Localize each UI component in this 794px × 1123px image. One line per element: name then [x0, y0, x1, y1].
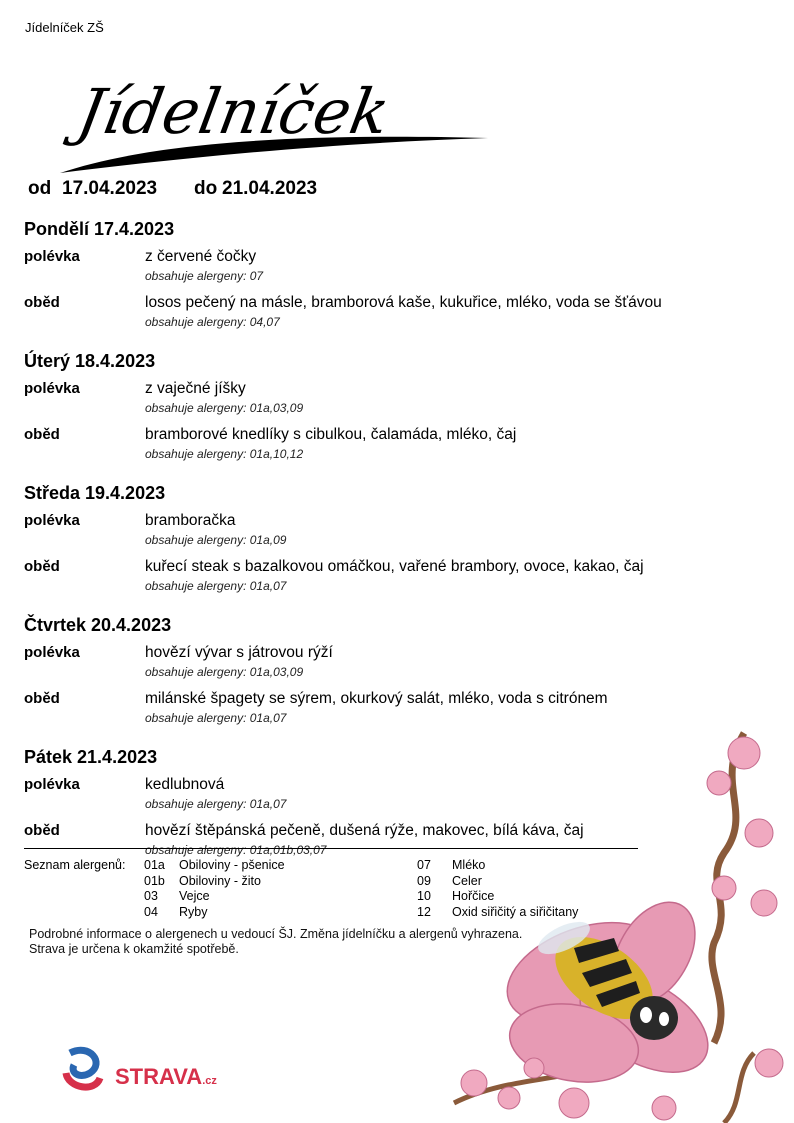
allergen-name: Vejce [179, 889, 210, 903]
meal-type: oběd [24, 690, 60, 707]
meal-row [24, 380, 724, 420]
allergen-name: Oxid siřičitý a siřičitany [452, 904, 579, 919]
footer-line: Strava je určena k okamžité spotřebě. [29, 942, 239, 956]
strava-logo-text [115, 1064, 217, 1090]
day-title: Čtvrtek 20.4.2023 [24, 615, 172, 635]
svg-text:Jídelníček: Jídelníček [72, 75, 395, 148]
day-section [24, 350, 724, 466]
allergen-row [144, 858, 285, 874]
meal-type: oběd [24, 426, 60, 443]
date-range [28, 178, 317, 200]
meal-allergens: obsahuje alergeny: 01a,09 [145, 533, 287, 547]
meal-allergens: obsahuje alergeny: 01a,03,09 [145, 401, 304, 415]
to-label: do [194, 178, 218, 199]
allergen-name: Mléko [452, 858, 486, 872]
meal-allergens: obsahuje alergeny: 01a,07 [145, 711, 287, 725]
allergen-list-title: Seznam alergenů: [24, 858, 126, 872]
meal-allergens: obsahuje alergeny: 01a,03,09 [145, 665, 304, 679]
meal-name: milánské špagety se sýrem, okurkový salát, mléko, voda s citrónem [145, 690, 608, 707]
meal-allergens: obsahuje alergeny: 01a,10,12 [145, 447, 304, 461]
meal-type: oběd [24, 822, 60, 839]
meal-allergens: obsahuje alergeny: 07 [145, 269, 264, 283]
allergen-code: 12 [417, 904, 431, 919]
allergen-code: 10 [417, 889, 431, 903]
meal-row [24, 426, 724, 466]
meal-name: bramboračka [145, 512, 236, 529]
allergen-name: Ryby [179, 904, 208, 919]
meal-name: losos pečený na másle, bramborová kaše, kukuřice, mléko, voda se šťávou [145, 294, 662, 311]
day-title: Úterý 18.4.2023 [24, 351, 156, 371]
meal-row [24, 248, 724, 288]
day-section [24, 482, 724, 598]
meal-name: kuřecí steak s bazalkovou omáčkou, vařené brambory, ovoce, kakao, čaj [145, 558, 644, 575]
allergen-code: 01b [144, 873, 165, 888]
day-title: Středa 19.4.2023 [24, 483, 166, 503]
meal-allergens: obsahuje alergeny: 01a,01b,03,07 [145, 843, 327, 857]
allergen-code: 03 [144, 889, 158, 903]
meal-row [24, 512, 724, 552]
allergen-column-1 [144, 858, 285, 920]
day-section [24, 614, 724, 730]
meal-allergens: obsahuje alergeny: 01a,07 [145, 797, 287, 811]
footer-line: Podrobné informace o alergenech u vedoucí ŠJ. Změna jídelníčku a alergenů vyhrazena. [29, 927, 523, 941]
day-title: Pátek 21.4.2023 [24, 747, 158, 767]
to-date: 21.04.2023 [222, 178, 318, 199]
allergen-code: 07 [417, 858, 431, 872]
allergen-code: 09 [417, 873, 431, 888]
meal-type: polévka [24, 512, 80, 529]
meal-name: hovězí štěpánská pečeně, dušená rýže, makovec, bílá káva, čaj [145, 822, 584, 839]
meal-row [24, 294, 724, 334]
allergen-code: 04 [144, 904, 158, 919]
allergen-code: 01a [144, 858, 165, 872]
meal-type: polévka [24, 248, 80, 265]
meal-name: hovězí vývar s játrovou rýží [145, 644, 333, 661]
allergen-name: Obiloviny - žito [179, 873, 261, 888]
day-section [24, 218, 724, 334]
meal-type: oběd [24, 294, 60, 311]
meal-allergens: obsahuje alergeny: 04,07 [145, 315, 280, 329]
logo-suffix: .cz [202, 1075, 217, 1087]
logo-brand: STRAVA [115, 1064, 203, 1089]
allergen-row [144, 905, 285, 921]
document-label: Jídelníček ZŠ [25, 20, 104, 35]
blossom-bee-illustration [414, 723, 794, 1123]
from-date: 17.04.2023 [62, 178, 158, 199]
allergen-name: Hořčice [452, 889, 495, 903]
meal-type: polévka [24, 776, 80, 793]
meal-type: polévka [24, 380, 80, 397]
meal-type: oběd [24, 558, 60, 575]
allergen-name: Celer [452, 873, 482, 888]
meal-row [24, 558, 724, 598]
meal-name: kedlubnová [145, 776, 225, 793]
allergen-row [144, 889, 285, 905]
meal-row [24, 644, 724, 684]
day-title: Pondělí 17.4.2023 [24, 219, 175, 239]
from-label: od [28, 178, 52, 199]
meal-type: polévka [24, 644, 80, 661]
meal-name: z červené čočky [145, 248, 257, 265]
allergen-row [144, 874, 285, 890]
meal-name: z vaječné jíšky [145, 380, 246, 397]
meal-allergens: obsahuje alergeny: 01a,07 [145, 579, 287, 593]
meal-name: bramborové knedlíky s cibulkou, čalamáda, mléko, čaj [145, 426, 517, 443]
allergen-name: Obiloviny - pšenice [179, 858, 285, 872]
script-title-logo [30, 48, 500, 188]
